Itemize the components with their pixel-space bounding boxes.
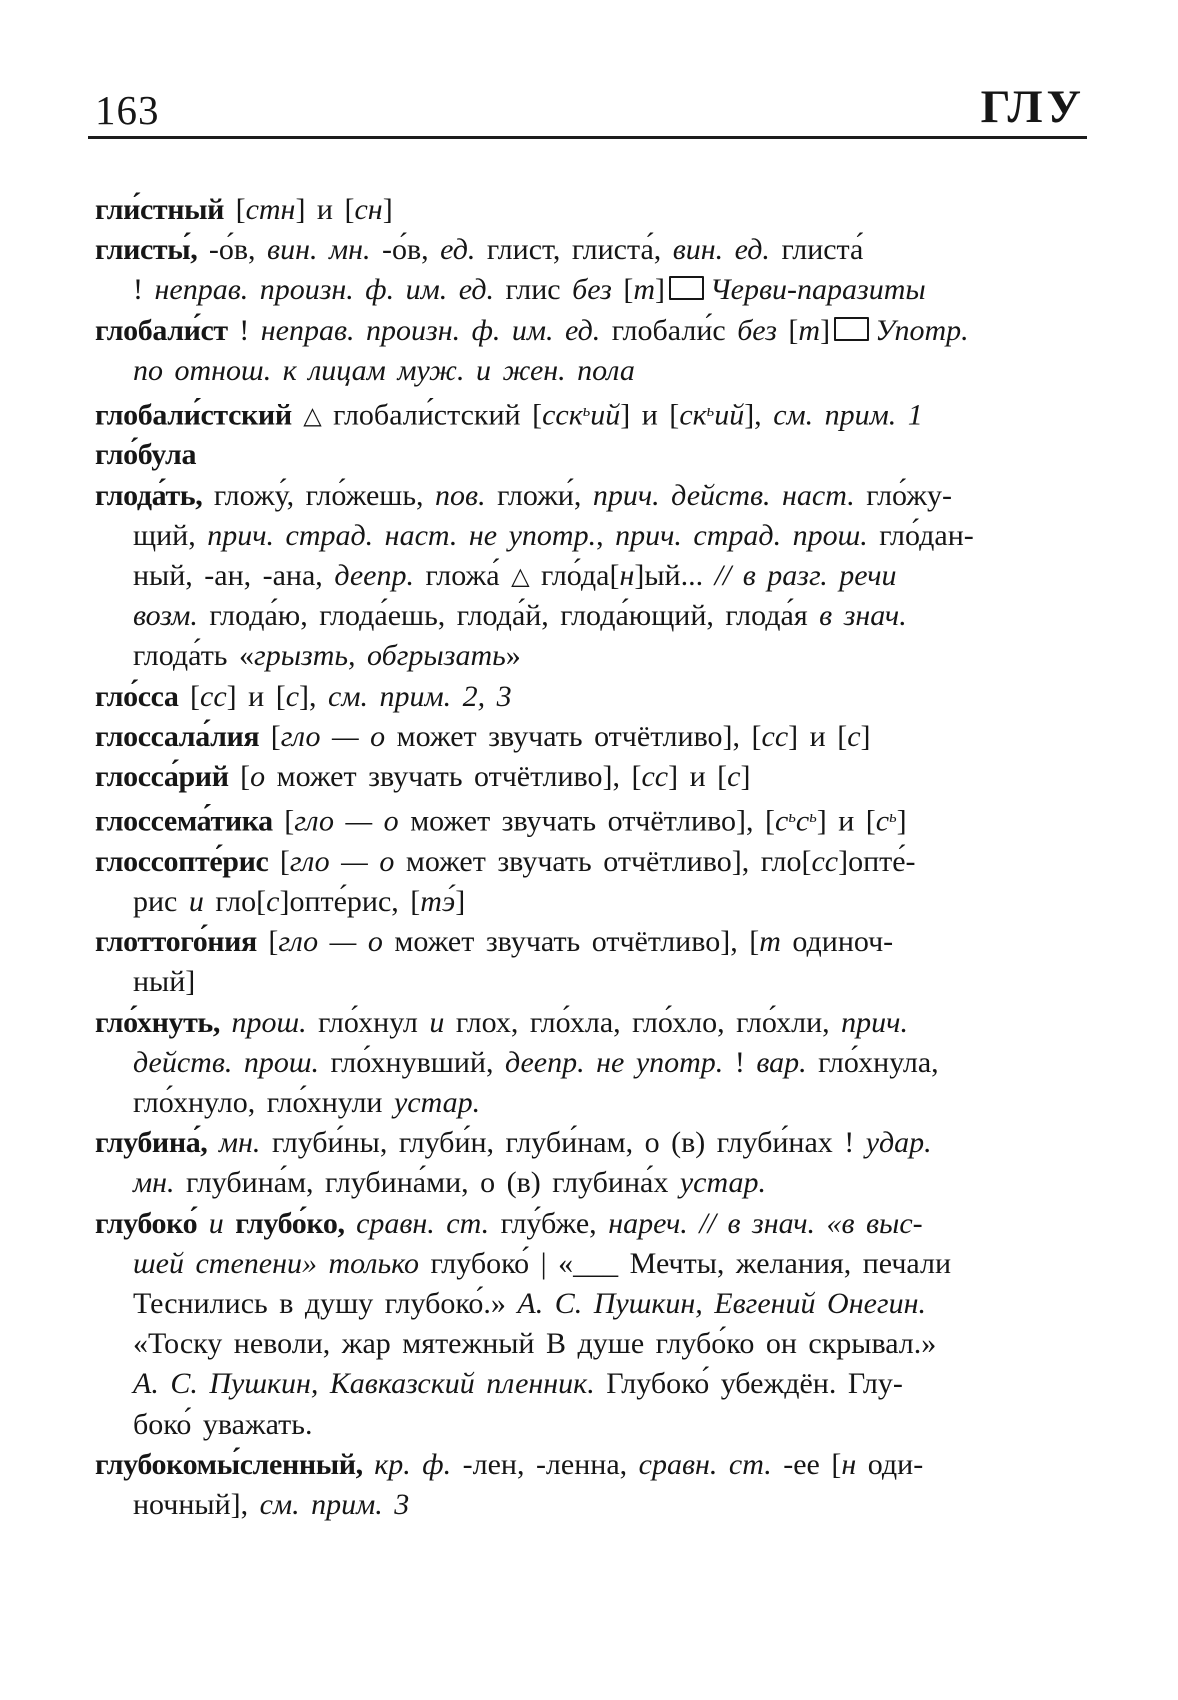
text-segment: гло́хнула, <box>806 1045 939 1079</box>
text-segment: ] и [ <box>295 193 355 226</box>
text-segment: одиноч- <box>780 925 894 959</box>
text-segment: с <box>285 679 300 713</box>
text-segment: Черви-паразиты <box>710 273 926 307</box>
text-segment: гло́жу- <box>854 478 953 512</box>
text-segment: гло — о <box>289 844 395 878</box>
dictionary-line <box>95 636 1105 676</box>
text-segment: // в знач. «в выс- <box>699 1206 923 1240</box>
text-segment <box>207 1126 219 1159</box>
triangle-icon: △ <box>511 562 530 591</box>
text-segment: глоттого́ния <box>95 925 257 959</box>
text-segment: и <box>208 1206 224 1240</box>
text-segment: гло — о <box>280 719 386 753</box>
text-segment: глубо́ко, <box>235 1206 345 1240</box>
text-segment: глубокомы́сленный, <box>95 1447 363 1481</box>
text-segment: и <box>188 884 204 918</box>
text-segment: ] и [ <box>620 398 680 432</box>
text-segment: прич. <box>841 1005 908 1039</box>
dictionary-line <box>95 1083 1105 1123</box>
text-segment: глубоко́ | «___ Мечты, желания, печали <box>419 1246 952 1280</box>
text-segment: ный, -ан, -ана, <box>133 559 335 593</box>
dictionary-entries <box>95 190 1105 1525</box>
text-segment: о <box>250 760 266 794</box>
text-segment: кр. ф. <box>374 1447 452 1481</box>
dictionary-line <box>95 391 1105 435</box>
text-segment: ] <box>740 760 751 794</box>
dictionary-line <box>95 1405 1105 1445</box>
dictionary-line <box>95 1043 1105 1083</box>
text-segment: глода́ть, <box>95 478 203 512</box>
dictionary-line <box>95 1204 1105 1244</box>
text-segment: ный] <box>133 965 196 999</box>
text-segment: ий <box>714 398 745 432</box>
text-segment: вин. мн. <box>267 233 371 267</box>
text-segment: ] и [ <box>816 804 876 838</box>
text-segment: -лен, -ленна, <box>451 1447 639 1481</box>
dictionary-line <box>95 1445 1105 1485</box>
text-segment: гложи́, <box>485 478 593 512</box>
text-segment: глобали́ст <box>95 313 228 347</box>
text-segment: может звучать отчётливо], [ <box>382 925 760 959</box>
dictionary-line <box>95 351 1105 391</box>
text-segment: с <box>727 760 741 794</box>
dictionary-line <box>95 230 1105 270</box>
text-segment: -ее [ <box>771 1447 842 1481</box>
text-segment <box>345 1207 357 1240</box>
text-segment: глосса́рий <box>95 760 229 794</box>
text-segment: см. прим. 3 <box>259 1488 410 1521</box>
text-segment: прич. страд. прош. <box>615 518 868 552</box>
text-segment: гложа́ <box>414 559 512 593</box>
text-segment: см. прим. 1 <box>773 398 923 432</box>
text-segment: гло́сса <box>95 679 179 713</box>
dictionary-line <box>95 1163 1105 1203</box>
text-segment: ], <box>744 398 774 432</box>
text-segment: т <box>798 313 821 347</box>
text-segment: тэ́ <box>420 884 456 918</box>
dictionary-line <box>95 435 1105 475</box>
text-segment: сск <box>542 398 583 432</box>
text-segment: [ <box>224 193 246 226</box>
text-segment: с <box>266 884 280 918</box>
text-segment: без <box>737 313 777 347</box>
text-segment: прич. страд. наст. не употр. <box>207 518 597 552</box>
text-segment: глоссема́тика <box>95 804 273 838</box>
text-segment: т <box>759 925 781 959</box>
text-segment: Глубоко́ убеждён. Глу- <box>594 1367 903 1401</box>
text-segment: Теснились в душу глубоко́.» <box>133 1286 518 1320</box>
text-segment: [ <box>611 273 634 307</box>
text-segment: глобали́стский [ <box>321 398 543 432</box>
empty-box-icon <box>834 317 869 341</box>
text-segment: грызть, обгрызать <box>253 639 506 673</box>
text-segment: может звучать отчётливо], гло[ <box>394 844 812 878</box>
text-segment: стн <box>245 193 296 226</box>
text-segment: гложу́, гло́жешь, <box>202 478 436 512</box>
text-segment: рис <box>133 884 189 918</box>
text-segment: ий <box>590 398 621 432</box>
text-segment: ]опте́- <box>838 844 916 878</box>
text-segment: гло[ <box>203 884 267 918</box>
text-segment: ь <box>706 401 715 421</box>
text-segment: сравн. ст. <box>638 1447 772 1481</box>
text-segment: ночный], <box>133 1488 260 1521</box>
text-segment: сн <box>354 193 383 226</box>
text-segment: глуби́ны, глуби́н, глуби́нам, о (в) глуби́нах ! <box>260 1126 866 1160</box>
text-segment: вин. ед. <box>672 233 770 267</box>
dictionary-line <box>95 1003 1105 1043</box>
text-segment: см. прим. 2, 3 <box>328 679 512 713</box>
dictionary-line <box>95 797 1105 841</box>
text-segment: н <box>841 1447 857 1481</box>
text-segment: сс <box>200 679 227 713</box>
text-segment: ! <box>133 273 155 307</box>
text-segment: гло́хнувший, <box>319 1045 505 1079</box>
text-segment: оди- <box>856 1447 924 1481</box>
text-segment: мн. <box>218 1126 261 1160</box>
text-segment: ] <box>455 884 466 918</box>
text-segment: ! <box>227 313 261 347</box>
text-segment: глубина́, <box>95 1126 208 1160</box>
dictionary-line <box>95 757 1105 797</box>
text-segment: , <box>596 518 616 552</box>
text-segment: сравн. ст. <box>356 1206 490 1240</box>
dictionary-line <box>95 190 1105 230</box>
text-segment: может звучать отчётливо], [ <box>385 719 762 753</box>
dictionary-line <box>95 717 1105 757</box>
dictionary-line <box>95 311 1105 351</box>
dictionary-line <box>95 556 1105 596</box>
text-segment: [ <box>268 844 290 878</box>
text-segment: ] <box>820 313 831 347</box>
text-segment: [ <box>272 804 295 838</box>
dictionary-line <box>95 922 1105 962</box>
text-segment: с <box>795 804 810 838</box>
header-rule <box>88 136 1087 139</box>
text-segment: глох, гло́хла, гло́хло, гло́хли, <box>444 1005 842 1039</box>
text-segment: глист, глиста́, <box>475 233 673 267</box>
dictionary-line <box>95 476 1105 516</box>
dictionary-line <box>95 962 1105 1002</box>
dictionary-line <box>95 677 1105 717</box>
text-segment: ] и [ <box>226 679 286 713</box>
text-segment: глис <box>494 273 573 307</box>
text-segment: ]опте́рис, [ <box>279 884 421 918</box>
text-segment: глу́бже, <box>489 1206 609 1240</box>
text-segment: ед. <box>440 233 476 267</box>
text-segment: удар. <box>865 1126 932 1160</box>
text-segment: А. С. Пушкин, Евгений Онегин. <box>517 1286 926 1320</box>
text-segment: гло́дан- <box>867 518 974 552</box>
text-segment: может звучать отчётливо], [ <box>265 760 642 794</box>
text-segment: гло́хнул <box>306 1005 430 1039</box>
dictionary-line <box>95 1324 1105 1364</box>
text-segment: деепр. не употр. <box>504 1045 724 1079</box>
text-segment: ь <box>582 401 591 421</box>
text-segment: [ <box>256 925 279 959</box>
text-segment: гло́хнуть, <box>95 1005 220 1039</box>
text-segment: гло́да[ <box>529 559 620 593</box>
text-segment: нареч. <box>608 1206 688 1240</box>
text-segment: щий, <box>133 518 208 552</box>
text-segment: гло́була <box>95 438 197 472</box>
text-segment: деепр. <box>334 559 414 593</box>
text-segment: н <box>619 559 635 593</box>
text-segment: А. С. Пушкин, Кавказский пленник. <box>133 1367 595 1401</box>
empty-box-icon <box>669 276 704 300</box>
text-segment: ] <box>655 273 666 307</box>
text-segment: мн. <box>133 1166 175 1200</box>
text-segment: ск <box>679 398 707 432</box>
text-segment: ь <box>889 807 897 827</box>
text-segment: гло — о <box>278 925 383 959</box>
text-segment: глисты́, <box>95 233 198 267</box>
text-segment: ! <box>723 1045 757 1079</box>
text-segment: т <box>633 273 656 307</box>
dictionary-line <box>95 1364 1105 1404</box>
text-segment: сс <box>811 844 839 878</box>
text-segment: -о́в, <box>197 233 268 267</box>
dictionary-line <box>95 842 1105 882</box>
text-segment <box>688 1207 700 1240</box>
text-segment <box>197 1207 209 1240</box>
text-segment: ] и [ <box>788 719 848 753</box>
text-segment: боко́ уважать. <box>133 1407 313 1441</box>
text-segment: глобали́стский <box>95 398 292 432</box>
text-segment: в знач. <box>819 599 907 633</box>
dictionary-line <box>95 1123 1105 1163</box>
triangle-icon: △ <box>303 401 322 430</box>
text-segment: Употр. <box>875 313 969 347</box>
text-segment: вар. <box>756 1045 807 1079</box>
text-segment: » <box>505 639 521 673</box>
text-segment: без <box>572 273 612 307</box>
text-segment: по отнош. к лицам муж. и жен. пола <box>133 353 635 387</box>
text-segment: // в разг. речи <box>714 559 897 593</box>
text-segment: глода́ть « <box>133 639 254 673</box>
text-segment: ь <box>809 807 817 827</box>
dictionary-line <box>95 882 1105 922</box>
text-segment: с <box>875 804 890 838</box>
text-segment: ] <box>382 193 393 226</box>
text-segment: неправ. произн. ф. им. ед. <box>260 313 601 347</box>
text-segment: глубина́м, глубина́ми, о (в) глубина́х <box>174 1166 680 1200</box>
text-segment: глоссопте́рис <box>95 844 269 878</box>
text-segment: ] и [ <box>668 760 728 794</box>
text-segment: глубоко́ <box>95 1206 198 1240</box>
text-segment: может звучать отчётливо], [ <box>398 804 776 838</box>
text-segment: действ. прош. <box>133 1045 320 1079</box>
text-segment: глиста́ <box>769 233 864 267</box>
text-segment: возм. <box>133 599 198 633</box>
text-segment: гли́стный <box>95 193 225 226</box>
text-segment: пов. <box>435 478 486 512</box>
text-segment: шей степени» только <box>133 1246 419 1280</box>
text-segment: прош. <box>231 1005 307 1039</box>
text-segment: глода́ю, глода́ешь, глода́й, глода́ющий, глода́я <box>197 599 820 633</box>
text-segment: -о́в, <box>370 233 441 267</box>
text-segment: устар. <box>393 1085 481 1119</box>
text-segment <box>224 1207 236 1240</box>
text-segment: [ <box>776 313 799 347</box>
text-segment: с <box>847 719 861 753</box>
running-head-letters: ГЛУ <box>980 81 1085 133</box>
text-segment <box>220 1006 232 1039</box>
dictionary-line <box>95 1284 1105 1324</box>
text-segment: ]ый... <box>634 559 715 593</box>
text-segment: [ <box>228 760 251 794</box>
text-segment: сс <box>761 719 789 753</box>
text-segment: [ <box>178 679 201 713</box>
dictionary-line <box>95 596 1105 636</box>
text-segment: ] <box>860 719 871 753</box>
text-segment: ], <box>299 679 329 713</box>
dictionary-line <box>95 1244 1105 1284</box>
dictionary-line <box>95 516 1105 556</box>
text-segment: «Тоску неволи, жар мятежный В душе глубо́ко он скрывал.» <box>133 1327 937 1361</box>
dictionary-line <box>95 1485 1105 1525</box>
text-segment: устар. <box>679 1166 767 1200</box>
text-segment: гло́хнуло, гло́хнули <box>133 1085 394 1119</box>
text-segment: глоссала́лия <box>95 719 260 753</box>
text-segment: с <box>775 804 789 838</box>
dictionary-line <box>95 270 1105 310</box>
text-segment: [ <box>259 719 281 753</box>
text-segment: и <box>429 1005 445 1039</box>
text-segment: прич. действ. наст. <box>592 478 855 512</box>
text-segment: ] <box>896 804 907 838</box>
text-segment: гло — о <box>294 804 399 838</box>
text-segment: сс <box>641 760 669 794</box>
text-segment: ь <box>788 807 796 827</box>
text-segment: глобали́с <box>600 313 738 347</box>
text-segment: неправ. произн. ф. им. ед. <box>154 273 494 307</box>
text-segment <box>363 1448 375 1481</box>
page-number: 163 <box>95 87 160 133</box>
text-segment <box>292 398 304 431</box>
